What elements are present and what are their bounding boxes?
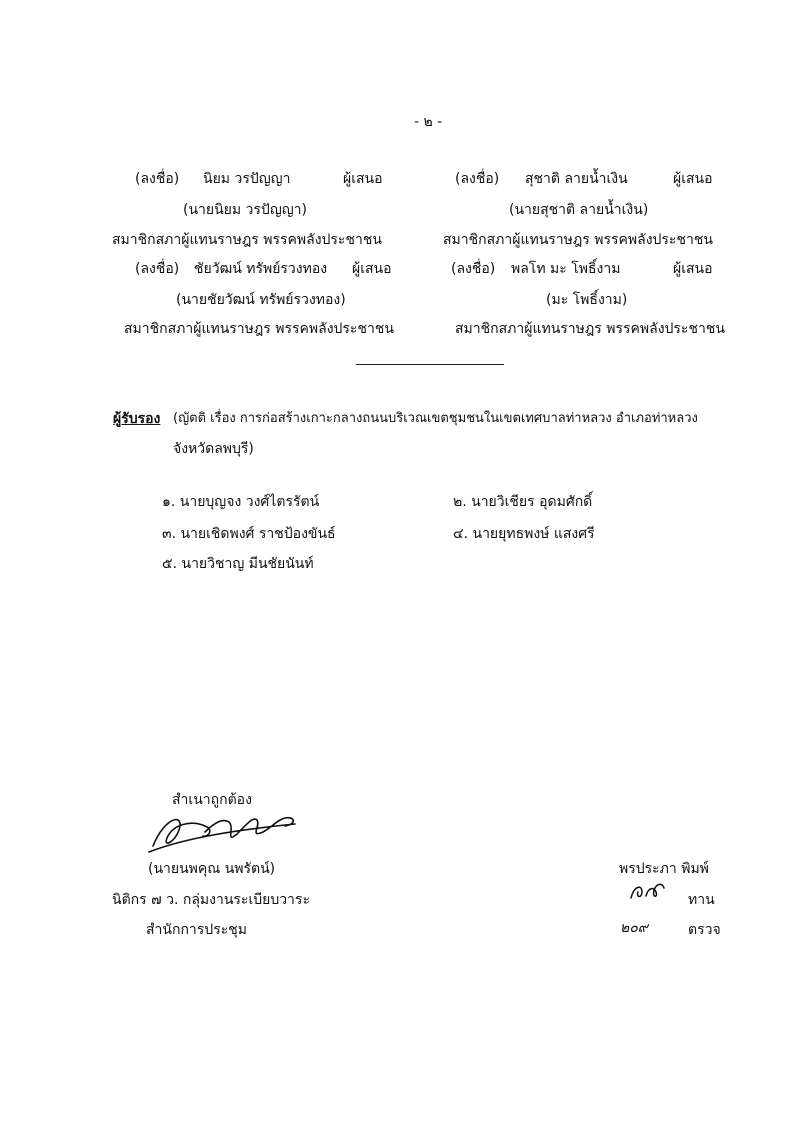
checker-role: ตรวจ — [688, 922, 721, 938]
signatory-position: สมาชิกสภาผู้แทนราษฎร พรรคพลังประชาชน — [443, 232, 713, 248]
endorser-item: ๔. นายยุทธพงษ์ แสงศรี — [453, 526, 595, 542]
signatory-full-name: (นายสุชาติ ลายน้ำเงิน) — [509, 202, 649, 218]
signatory-position: สมาชิกสภาผู้แทนราษฎร พรรคพลังประชาชน — [112, 232, 382, 248]
signatory-full-name: (มะ โพธิ์งาม) — [546, 292, 628, 308]
handwritten-signature — [145, 808, 305, 858]
signatory-role: ผู้เสนอ — [343, 171, 383, 187]
certifier-office: สำนักการประชุม — [146, 922, 247, 938]
signatory-full-name: (นายนิยม วรปัญญา) — [183, 202, 307, 218]
signatory-role: ผู้เสนอ — [673, 171, 713, 187]
endorser-item: ๑. นายบุญจง วงศ์ไตรรัตน์ — [162, 494, 320, 510]
checker-number: ๒๐๙ — [620, 920, 649, 936]
motion-title-line1: (ญัตติ เรื่อง การก่อสร้างเกาะกลางถนนบริเวณเขตชุมชนในเขตเทศบาลท่าหลวง อำเภอท่าหลวง — [173, 411, 698, 426]
sign-prefix: (ลงชื่อ) — [451, 261, 496, 277]
certifier-position: นิติกร ๗ ว. กลุ่มงานระเบียบวาระ — [112, 892, 310, 908]
signatory-role: ผู้เสนอ — [673, 261, 713, 277]
typist-line: พรประภา พิมพ์ — [619, 861, 709, 877]
reviewer-initials — [628, 880, 668, 902]
endorsers-heading: ผู้รับรอง — [113, 411, 161, 427]
signatory-name: นิยม วรปัญญา — [203, 171, 291, 187]
signatory-role: ผู้เสนอ — [352, 261, 392, 277]
sign-prefix: (ลงชื่อ) — [455, 171, 500, 187]
signatory-name: สุชาติ ลายน้ำเงิน — [525, 171, 628, 187]
signatory-full-name: (นายชัยวัฒน์ ทรัพย์รวงทอง) — [176, 292, 346, 308]
certified-copy-title: สำเนาถูกต้อง — [172, 792, 252, 808]
reviewer-role: ทาน — [688, 892, 715, 908]
motion-title-line2: จังหวัดลพบุรี) — [173, 441, 254, 457]
signatory-position: สมาชิกสภาผู้แทนราษฎร พรรคพลังประชาชน — [124, 321, 394, 337]
signatory-name: พลโท มะ โพธิ์งาม — [511, 261, 621, 277]
separator-line — [356, 364, 504, 365]
endorser-item: ๕. นายวิชาญ มีนชัยนันท์ — [162, 556, 314, 572]
page-number: - ๒ - — [414, 114, 443, 130]
endorser-item: ๒. นายวิเชียร อุดมศักดิ์ — [453, 494, 593, 510]
signatory-position: สมาชิกสภาผู้แทนราษฎร พรรคพลังประชาชน — [455, 321, 725, 337]
sign-prefix: (ลงชื่อ) — [135, 171, 180, 187]
sign-prefix: (ลงชื่อ) — [135, 261, 180, 277]
endorser-item: ๓. นายเชิดพงศ์ ราชป้องขันธ์ — [162, 526, 336, 542]
certifier-name: (นายนพคุณ นพรัตน์) — [148, 861, 276, 877]
signatory-name: ชัยวัฒน์ ทรัพย์รวงทอง — [194, 261, 328, 277]
